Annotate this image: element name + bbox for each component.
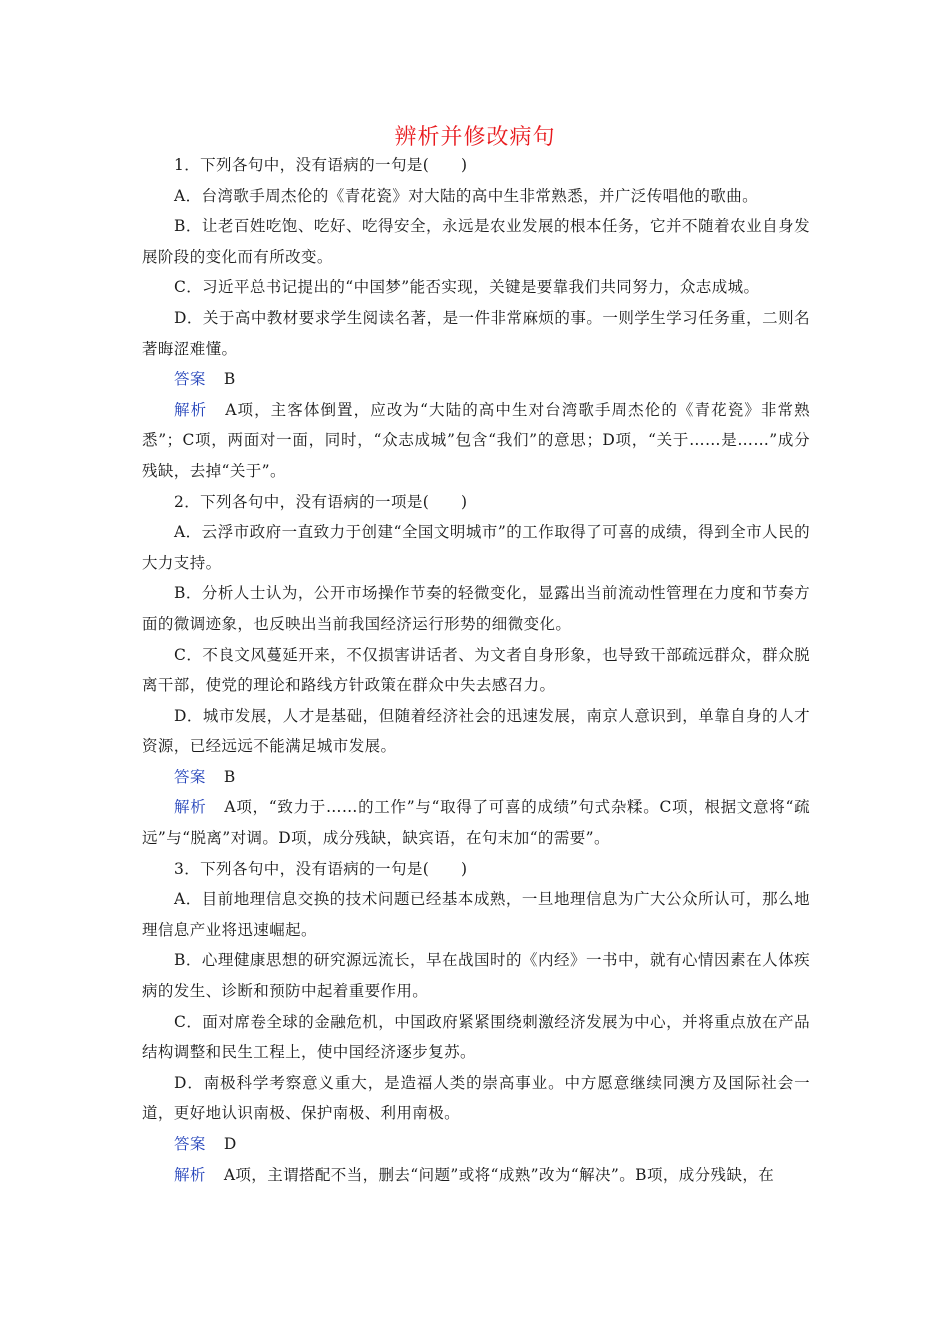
answer-label: 答案 [174, 1135, 206, 1153]
answer-value: B [223, 767, 236, 786]
document-body [142, 150, 810, 1190]
analysis-label: 解析 [174, 400, 208, 419]
analysis-line [142, 1160, 810, 1191]
question-option: B．让老百姓吃饱、吃好、吃得安全，永远是农业发展的根本任务，它并不随着农业自身发展阶段的变化而有所改变。 [142, 217, 810, 266]
question-stem: 2．下列各句中，没有语病的一项是( ) [174, 492, 468, 511]
analysis-text: A项，主谓搭配不当，删去“问题”或将“成熟”改为“解决”。B项，成分残缺，在 [223, 1165, 775, 1184]
question-option: C．不良文风蔓延开来，不仅损害讲话者、为文者自身形象，也导致干部疏远群众，群众脱离干部，使党的理论和路线方针政策在群众中失去感召力。 [142, 645, 810, 695]
analysis-label: 解析 [174, 798, 207, 817]
answer-line [142, 762, 810, 793]
question-option: C．面对席卷全球的金融危机，中国政府紧紧围绕刺激经济发展为中心，并将重点放在产品结构调整和民生工程上，使中国经济逐步复苏。 [142, 1012, 810, 1062]
answer-line [142, 364, 810, 395]
analysis-text: A项，“致力于……的工作”与“取得了可喜的成绩”句式杂糅。C项，根据文意将“疏远”与“脱离”对调。D项，成分残缺，缺宾语，在句末加“的需要”。 [142, 798, 810, 848]
question-stem: 1．下列各句中，没有语病的一句是( ) [174, 156, 468, 174]
question-option: D．南极科学考察意义重大，是造福人类的崇高事业。中方愿意继续同澳方及国际社会一道，更好地认识南极、保护南极、利用南极。 [142, 1073, 810, 1123]
question-option: A．云浮市政府一直致力于创建“全国文明城市”的工作取得了可喜的成绩，得到全市人民的大力支持。 [142, 523, 810, 572]
answer-line [142, 1129, 810, 1160]
question-option: D．关于高中教材要求学生阅读名著，是一件非常麻烦的事。一则学生学习任务重，二则名著晦涩难懂。 [142, 308, 810, 358]
question-option: A．台湾歌手周杰伦的《青花瓷》对大陆的高中生非常熟悉，并广泛传唱他的歌曲。 [174, 186, 758, 205]
question-option: B．分析人士认为，公开市场操作节奏的轻微变化，显露出当前流动性管理在力度和节奏方面的微调迹象，也反映出当前我国经济运行形势的细微变化。 [142, 584, 810, 633]
answer-label: 答案 [174, 370, 206, 389]
document-title: 辨析并修改病句 [394, 125, 556, 150]
analysis-line [142, 792, 810, 853]
question-option: A．目前地理信息交换的技术问题已经基本成熟，一旦地理信息为广大公众所认可，那么地理信息产业将迅速崛起。 [142, 890, 810, 939]
answer-value: B [223, 370, 236, 389]
analysis-line [142, 395, 810, 487]
answer-label: 答案 [174, 767, 206, 786]
question-option: B．心理健康思想的研究源远流长，早在战国时的《内经》一书中，就有心情因素在人体疾病的发生、诊断和预防中起着重要作用。 [142, 951, 810, 1001]
analysis-text: A项，主客体倒置，应改为“大陆的高中生对台湾歌手周杰伦的《青花瓷》非常熟悉”；C项，两面对一面，同时，“众志成城”包含“我们”的意思；D项，“关于……是……”成分残缺，去掉“关于”。 [142, 400, 810, 480]
answer-value: D [223, 1135, 237, 1153]
question-option: D．城市发展，人才是基础，但随着经济社会的迅速发展，南京人意识到，单靠自身的人才资源，已经远远不能满足城市发展。 [142, 706, 810, 756]
question-option: C．习近平总书记提出的“中国梦”能否实现，关键是要靠我们共同努力，众志成城。 [174, 278, 760, 297]
question-stem: 3．下列各句中，没有语病的一句是( ) [174, 859, 468, 878]
analysis-label: 解析 [174, 1165, 206, 1184]
